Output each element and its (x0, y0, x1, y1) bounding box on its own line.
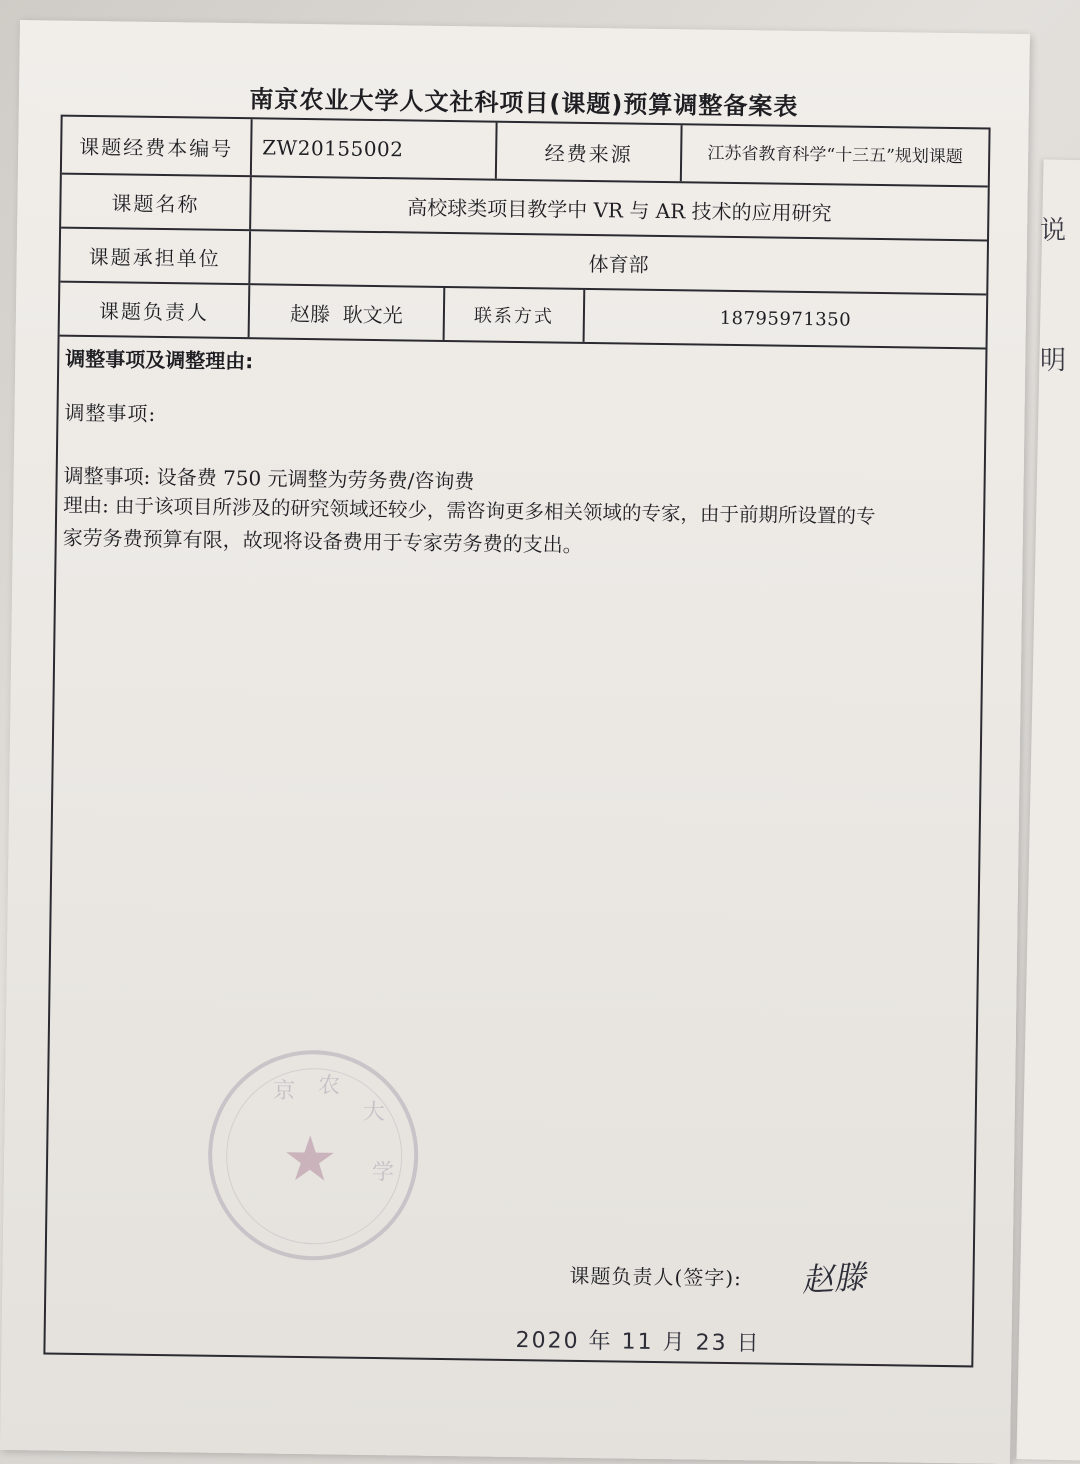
fund-number-value: ZW20155002 (252, 119, 498, 178)
contact-value: 18795971350 (719, 307, 852, 331)
adjustment-items-label: 调整事项: (64, 400, 157, 426)
contact-label: 联系方式 (445, 288, 586, 342)
signature-label: 课题负责人(签字): (569, 1263, 743, 1291)
reason-line-1: 理由: 由于该项目所涉及的研究领域还较少，需咨询更多相关领域的专家，由于前期所设置的专 (63, 493, 876, 528)
adjustment-heading: 调整事项及调整理由: (65, 346, 254, 374)
row-leader (60, 283, 987, 350)
seal-text: 京 (272, 1078, 296, 1104)
official-seal (207, 1049, 420, 1262)
leader-value: 赵滕 耿文光 (250, 285, 446, 340)
margin-note: 说 (1040, 216, 1067, 246)
project-name-value: 高校球类项目教学中 VR 与 AR 技术的应用研究 (407, 194, 832, 225)
adjustment-item-line: 调整事项: 设备费 750 元调整为劳务费/咨询费 (63, 463, 475, 494)
unit-value: 体育部 (588, 251, 649, 277)
budget-adjustment-form (43, 115, 990, 1368)
fund-number-label: 课题经费本编号 (62, 117, 253, 176)
seal-text: 农 (317, 1073, 341, 1099)
project-name-label: 课题名称 (61, 175, 252, 230)
seal-star-icon: ★ (281, 1121, 339, 1196)
form-sheet (0, 20, 1030, 1464)
signature-date: 2020 年 11 月 23 日 (515, 1328, 761, 1357)
handwritten-signature: 赵滕 (800, 1257, 867, 1300)
margin-note: 明 (1040, 346, 1067, 376)
seal-text: 学 (371, 1160, 395, 1186)
seal-text: 大 (362, 1099, 385, 1126)
unit-label: 课题承担单位 (60, 229, 251, 284)
form-title: 南京农业大学人文社科项目(课题)预算调整备案表 (249, 85, 799, 121)
fund-source-label: 经费来源 (497, 123, 683, 182)
reason-line-2: 家劳务费预算有限，故现将设备费用于专家劳务费的支出。 (62, 525, 583, 557)
fund-source-value: 江苏省教育科学“十三五”规划课题 (707, 143, 964, 168)
leader-label: 课题负责人 (60, 283, 251, 338)
